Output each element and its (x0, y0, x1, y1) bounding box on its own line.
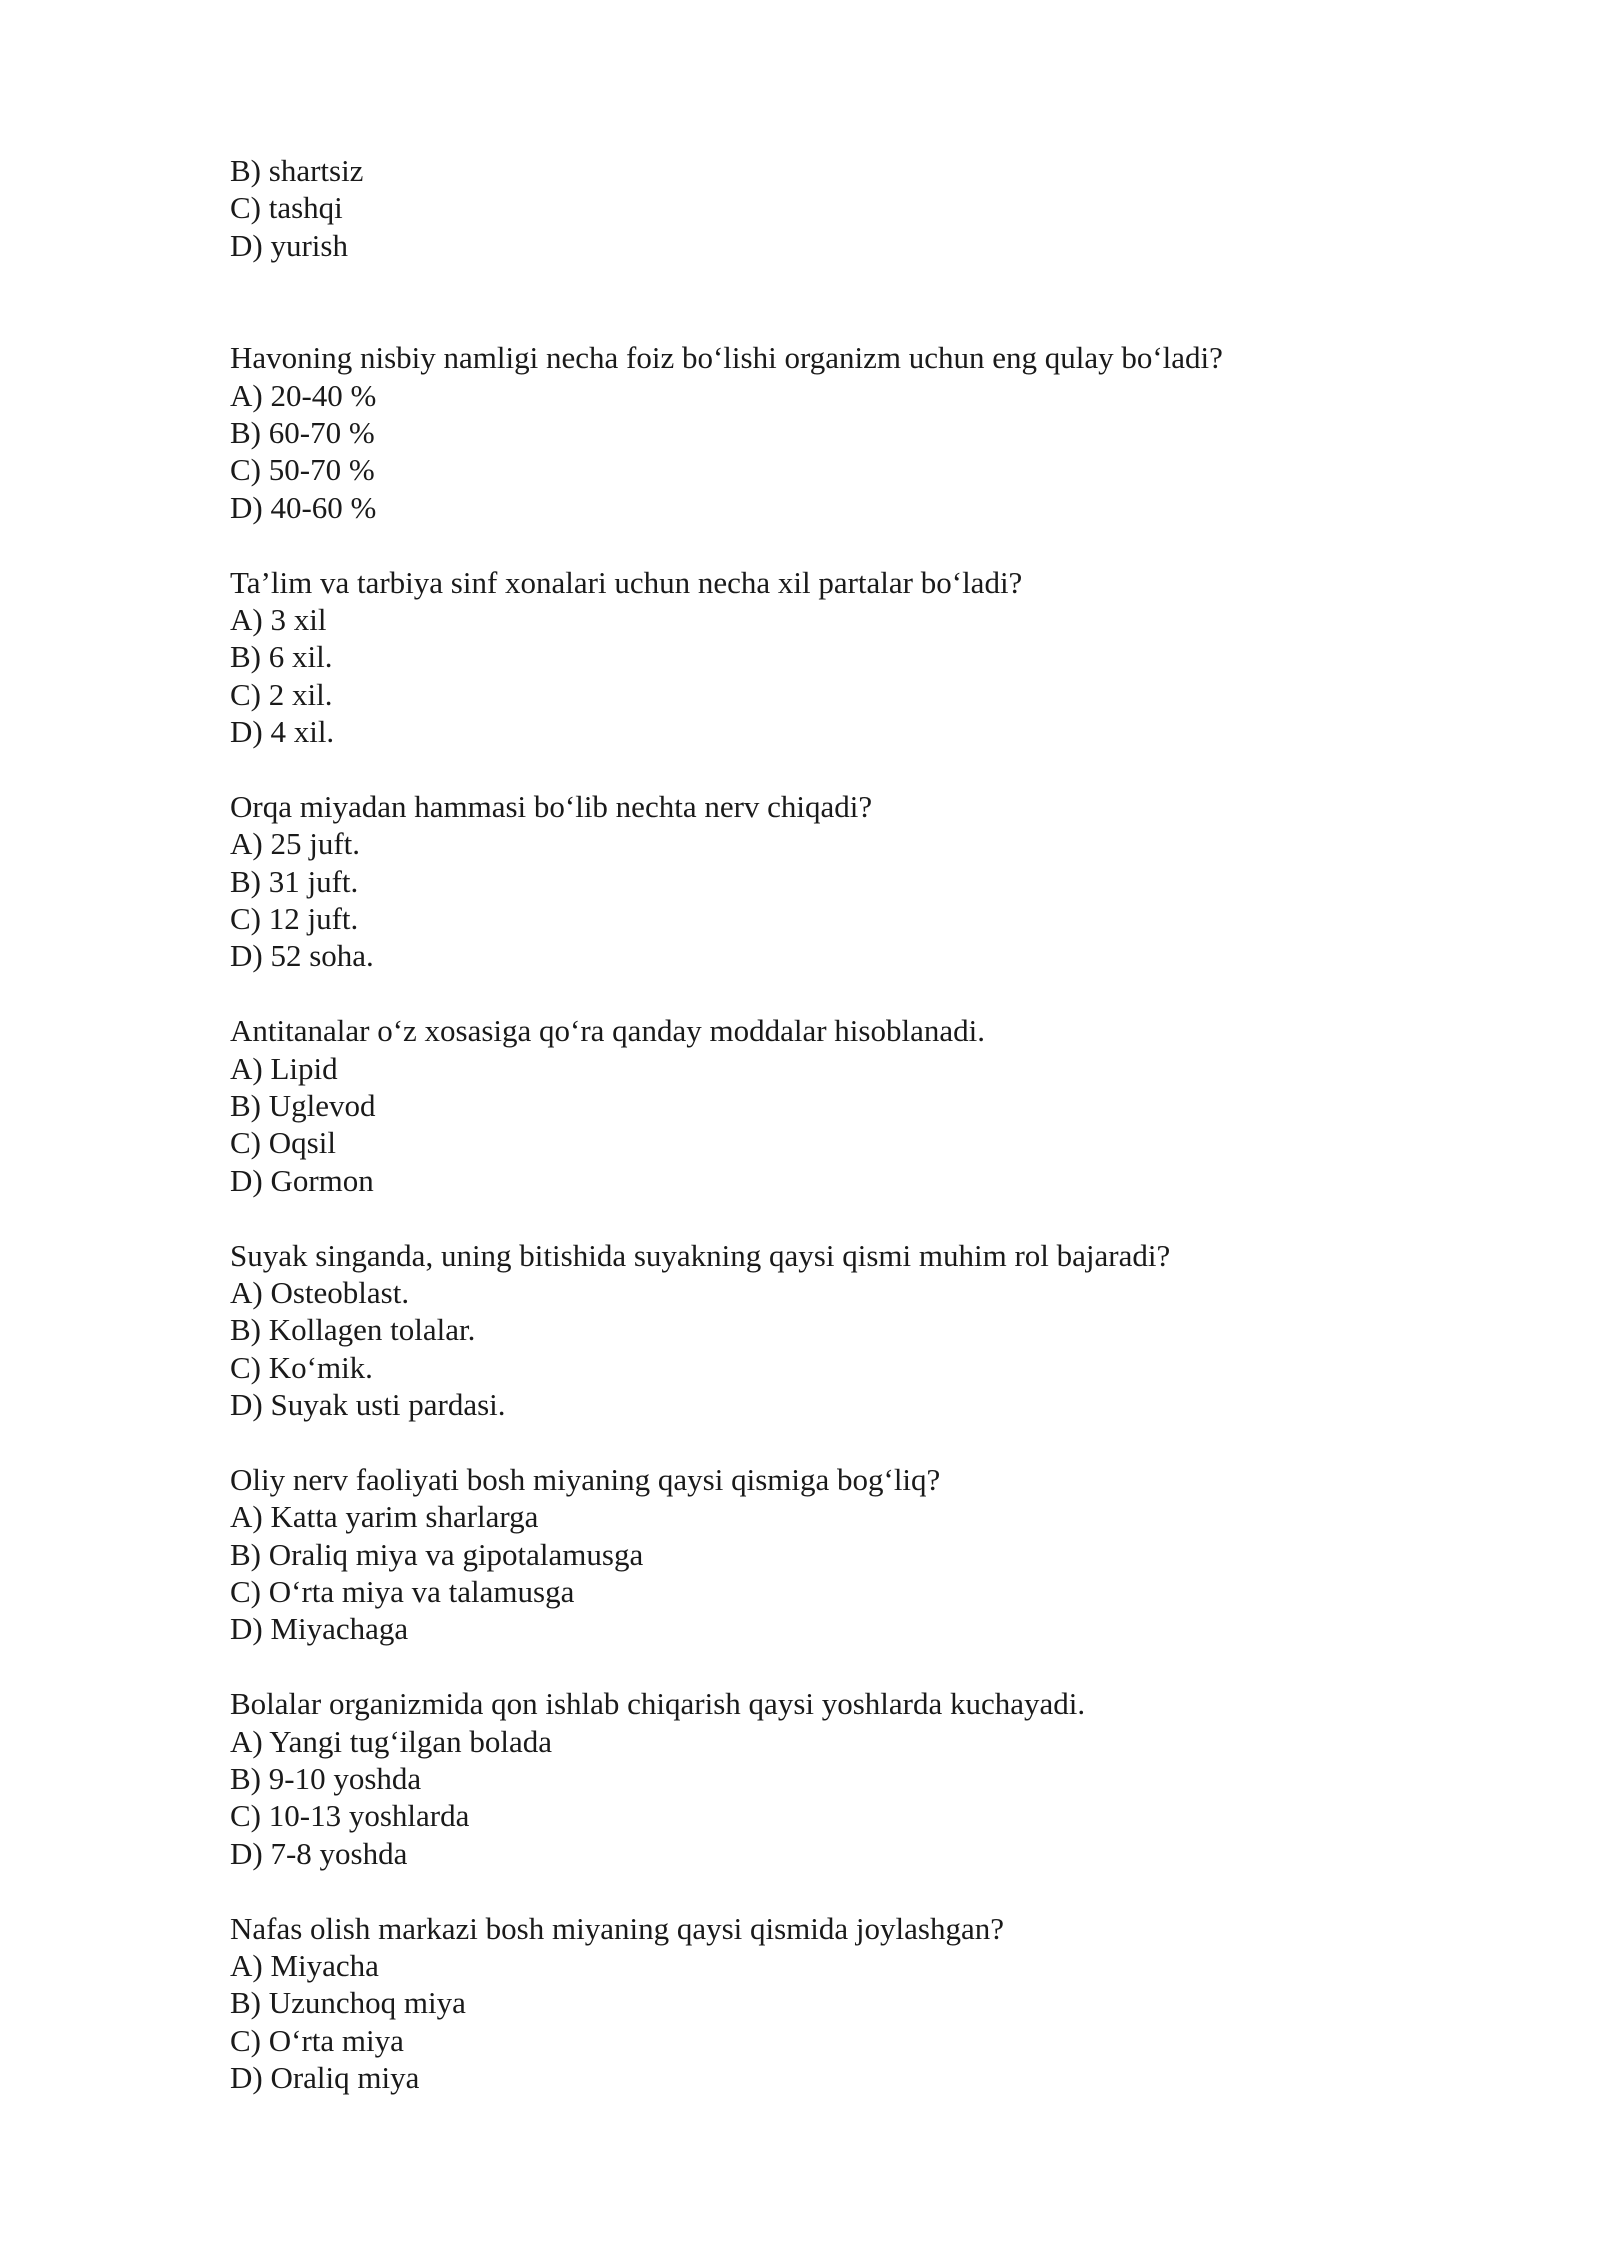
answer-option: B) 9-10 yoshda (230, 1761, 422, 1797)
spacer (230, 1648, 1430, 1685)
spacer (230, 975, 1430, 1012)
answer-option: C) O‘rta miya (230, 2022, 404, 2058)
answer-option: D) Miyachaga (230, 1611, 409, 1647)
answer-option: A) Miyacha (230, 1947, 379, 1983)
answer-option: C) Oqsil (230, 1125, 336, 1161)
spacer (230, 1199, 1430, 1236)
answer-option: B) Uglevod (230, 1087, 376, 1123)
answer-option: B) 31 juft. (230, 863, 359, 899)
answer-option: C) 12 juft. (230, 901, 359, 937)
answer-option: C) tashqi (230, 190, 343, 226)
question-text: Nafas olish markazi bosh miyaning qaysi qismida joylashgan? (230, 1910, 1004, 1946)
question-block (230, 1012, 1430, 1199)
answer-option: D) 40-60 % (230, 489, 377, 525)
answer-option: B) 60-70 % (230, 414, 375, 450)
answer-option: B) shartsiz (230, 153, 364, 188)
question-block (230, 1237, 1430, 1424)
question-block (230, 564, 1430, 751)
question-text: Bolalar organizmida qon ishlab chiqarish qaysi yoshlarda kuchayadi. (230, 1686, 1086, 1722)
question-text: Ta’lim va tarbiya sinf xonalari uchun necha xil partalar bo‘ladi? (230, 564, 1023, 600)
answer-option: B) Kollagen tolalar. (230, 1312, 476, 1348)
answer-option: A) Katta yarim sharlarga (230, 1499, 539, 1535)
answer-option: B) Oraliq miya va gipotalamusga (230, 1536, 644, 1572)
answer-option: D) 4 xil. (230, 714, 335, 750)
question-block (230, 1461, 1430, 1648)
question-text: Havoning nisbiy namligi necha foiz bo‘lishi organizm uchun eng qulay bo‘ladi? (230, 340, 1223, 376)
spacer (230, 750, 1430, 787)
question-block (230, 339, 1430, 526)
answer-option: A) Osteoblast. (230, 1274, 410, 1310)
answer-option: C) O‘rta miya va talamusga (230, 1574, 575, 1610)
answer-option: D) 52 soha. (230, 938, 374, 974)
answer-option: C) 50-70 % (230, 452, 375, 488)
question-text: Antitanalar o‘z xosasiga qo‘ra qanday moddalar hisoblanadi. (230, 1013, 985, 1049)
answer-option: C) 10-13 yoshlarda (230, 1798, 470, 1834)
question-text: Orqa miyadan hammasi bo‘lib nechta nerv chiqadi? (230, 788, 873, 824)
answer-option: C) 2 xil. (230, 676, 333, 712)
answer-option: A) 25 juft. (230, 826, 361, 862)
question-text: Oliy nerv faoliyati bosh miyaning qaysi qismiga bog‘liq? (230, 1461, 941, 1497)
question-block (230, 1685, 1430, 1872)
answer-option: A) 3 xil (230, 601, 327, 637)
answer-option: A) Yangi tug‘ilgan bolada (230, 1723, 553, 1759)
answer-option: D) Oraliq miya (230, 2060, 420, 2096)
answer-option: D) Gormon (230, 1162, 374, 1198)
answer-option: D) Suyak usti pardasi. (230, 1387, 506, 1423)
spacer (230, 264, 1430, 339)
answer-option: B) Uzunchoq miya (230, 1985, 466, 2021)
answer-option: C) Ko‘mik. (230, 1349, 373, 1385)
spacer (230, 1872, 1430, 1909)
spacer (230, 1424, 1430, 1461)
spacer (230, 526, 1430, 563)
answer-option: B) 6 xil. (230, 639, 333, 675)
answer-option: D) yurish (230, 227, 348, 263)
answer-option: A) 20-40 % (230, 377, 377, 413)
leading-options (230, 152, 1430, 264)
document-body (230, 152, 1430, 2097)
answer-option: A) Lipid (230, 1050, 338, 1086)
question-block (230, 1910, 1430, 2097)
question-text: Suyak singanda, uning bitishida suyakning qaysi qismi muhim rol bajaradi? (230, 1237, 1171, 1273)
question-block (230, 788, 1430, 975)
answer-option: D) 7-8 yoshda (230, 1835, 408, 1871)
